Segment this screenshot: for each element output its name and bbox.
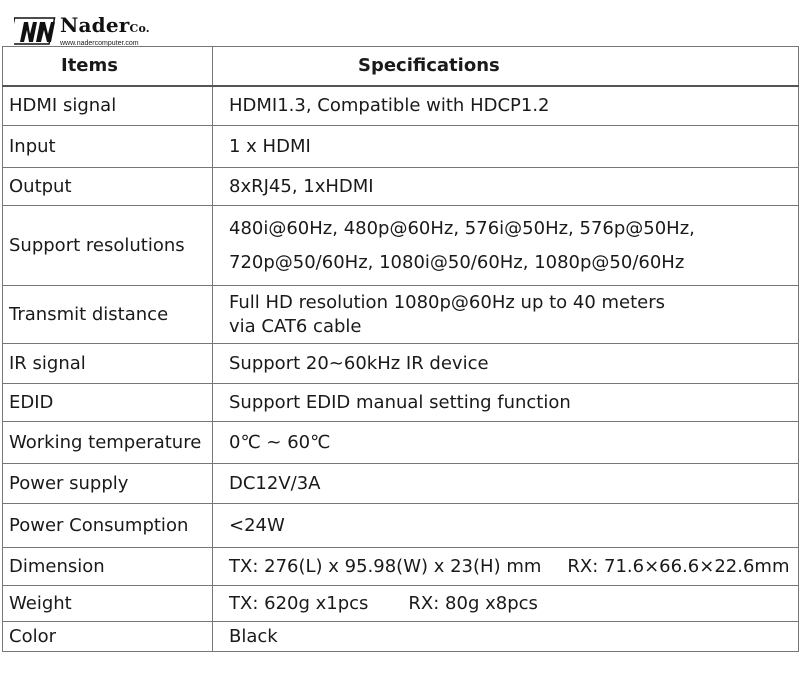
value-line-2: 720p@50/60Hz, 1080i@50/60Hz, 1080p@50/60Hz (229, 251, 685, 273)
table-row (3, 548, 799, 586)
row-value: 0℃ ~ 60℃ (213, 422, 799, 464)
table-row (3, 384, 799, 422)
row-value: 8xRJ45, 1xHDMI (213, 168, 799, 206)
row-item: Input (3, 126, 213, 168)
table-row (3, 168, 799, 206)
row-value (213, 586, 799, 622)
row-value: Support EDID manual setting function (213, 384, 799, 422)
row-value (213, 286, 799, 344)
nader-logo-icon (14, 16, 58, 46)
table-row (3, 126, 799, 168)
value-rx: RX: 71.6×66.6×22.6mm (567, 556, 790, 577)
row-item: IR signal (3, 344, 213, 384)
table-row (3, 286, 799, 344)
row-item: Power Consumption (3, 504, 213, 548)
row-value: HDMI1.3, Compatible with HDCP1.2 (213, 86, 799, 126)
logo-name: Nader (60, 13, 130, 37)
table-row (3, 586, 799, 622)
row-item: HDMI signal (3, 86, 213, 126)
logo-co: Co. (129, 22, 150, 35)
row-item: Dimension (3, 548, 213, 586)
row-value: <24W (213, 504, 799, 548)
value-rx: RX: 80g x8pcs (408, 593, 538, 614)
logo-url: www.nadercomputer.com (60, 40, 139, 47)
row-value: DC12V/3A (213, 464, 799, 504)
value-tx: TX: 276(L) x 95.98(W) x 23(H) mm (229, 556, 542, 577)
row-item: Power supply (3, 464, 213, 504)
row-item: Support resolutions (3, 206, 213, 286)
table-row (3, 344, 799, 384)
header-items: Items (3, 47, 213, 86)
company-logo (14, 12, 164, 48)
row-item: Transmit distance (3, 286, 213, 344)
row-item: Output (3, 168, 213, 206)
table-row (3, 422, 799, 464)
table-row (3, 86, 799, 126)
table-header-row (3, 47, 799, 86)
value-tx: TX: 620g x1pcs (229, 593, 369, 614)
table-row (3, 622, 799, 652)
table-row (3, 504, 799, 548)
row-item: Working temperature (3, 422, 213, 464)
table-row (3, 464, 799, 504)
row-value (213, 206, 799, 286)
row-value: Black (213, 622, 799, 652)
table-row (3, 206, 799, 286)
row-value: Support 20~60kHz IR device (213, 344, 799, 384)
value-line-1: Full HD resolution 1080p@60Hz up to 40 meters (229, 291, 666, 313)
row-item: Weight (3, 586, 213, 622)
row-value: 1 x HDMI (213, 126, 799, 168)
value-line-2: via CAT6 cable (229, 315, 362, 337)
header-specifications: Specifications (213, 47, 799, 86)
specifications-table (2, 46, 799, 652)
value-line-1: 480i@60Hz, 480p@60Hz, 576i@50Hz, 576p@50Hz, (229, 217, 695, 239)
row-value (213, 548, 799, 586)
row-item: EDID (3, 384, 213, 422)
row-item: Color (3, 622, 213, 652)
